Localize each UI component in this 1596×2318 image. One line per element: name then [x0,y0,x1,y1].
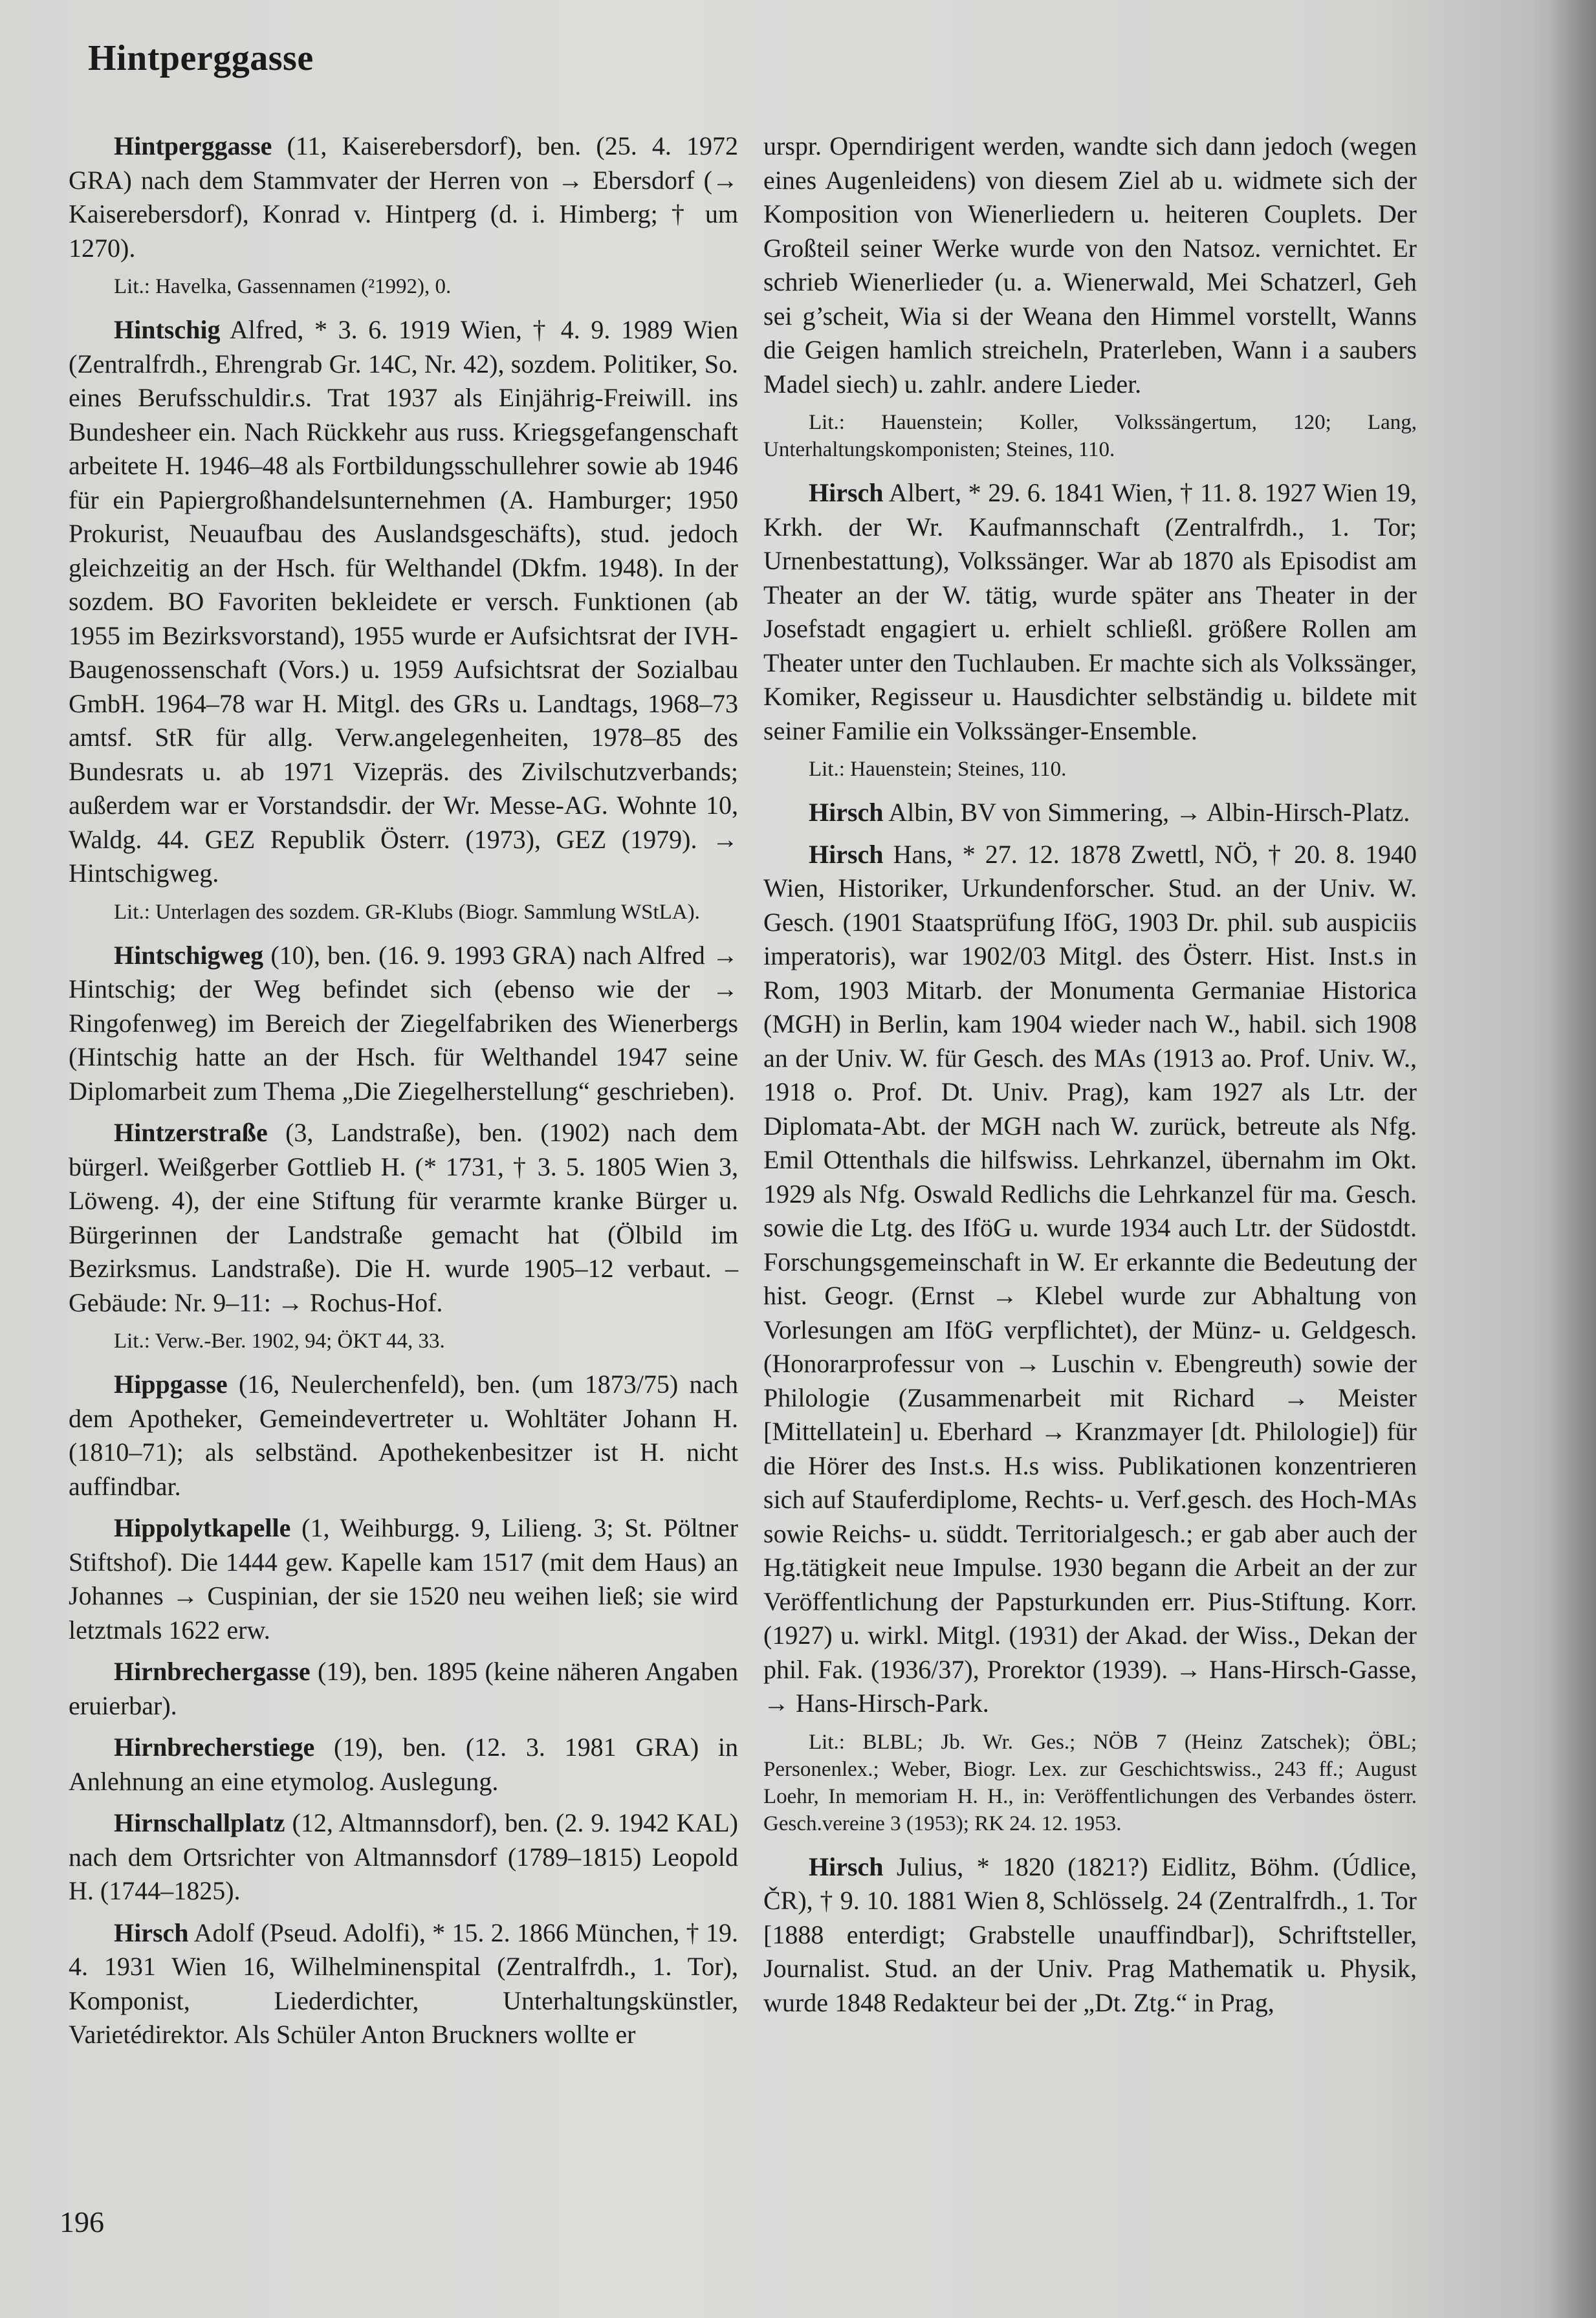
page-gutter-shadow [1551,0,1596,2318]
entry-headword: Hirsch [809,1852,884,1881]
entry-headword: Hirnbrechergasse [114,1657,311,1686]
lexicon-entry [69,1655,738,1723]
lexicon-entry [69,313,738,891]
lexicon-entry [69,1116,738,1320]
right-column [763,129,1417,2028]
entry-headword: Hintschig [114,315,221,344]
entry-headword: Hirsch [809,478,884,507]
entry-text: Hans, * 27. 12. 1878 Zwettl, NÖ, † 20. 8. 1940 Wien, Historiker, Urkundenforscher. Stud. an der Univ. W. Gesch. (1901 Staatsprüfung IföG, 1903 Dr. phil. sub auspiciis imperatoris), war 1902/03 Mitgl. des Österr. Hist. Inst.s in Rom, 1903 Mitarb. der Monumenta Germaniae Historica (MGH) in Berlin, kam 1904 wieder nach W., habil. sich 1908 an der Univ. W. für Gesch. des MAs (1913 ao. Prof. Univ. W., 1918 o. Prof. Dt. Univ. Prag), kam 1927 als Ltr. der Diplomata-Abt. der MGH nach W. zurück, betreute als Nfg. Emil Ottenthals die hilfswiss. Lehrkanzel, übernahm im Okt. 1929 als Nfg. Oswald Redlichs die Lehrkanzel für ma. Gesch. sowie die Ltg. des IföG u. wurde 1934 auch Ltr. der Südostdt. Forschungsgemeinschaft in W. Er erkannte die Bedeutung der hist. Geogr. (Ernst → Klebel wurde zur Abhaltung von Vorlesungen am IföG verpflichtet), der Münz- u. Geldgesch. (Honorarprofessur von → Luschin v. Ebengreuth) sowie der Philologie (Zusammenarbeit mit Richard → Meister [Mittellatein] u. Eberhard → Kranzmayer [dt. Philologie]) für die Hörer des Inst.s. H.s wiss. Publikationen konzentrieren sich auf Stauferdiplome, Rechts- u. Verf.gesch. des Hoch-MAs sowie Reichs- u. süddt. Territorialgesch.; er gab aber auch der Hg.tätigkeit neue Impulse. 1930 begann die Arbeit an der zur Veröffentlichung der Papsturkunden err. Pius-Stiftung. Korr. (1927) u. wirkl. Mitgl. (1931) der Akad. der Wiss., Dekan der phil. Fak. (1936/37), Prorektor (1939). → Hans-Hirsch-Gasse, → Hans-Hirsch-Park. [763,839,1417,1718]
literature-note: Lit.: BLBL; Jb. Wr. Ges.; NÖB 7 (Heinz Zatschek); ÖBL; Personenlex.; Weber, Biogr. Lex. zur Geschichtswiss., 243 ff.; August Loehr, In memoriam H. H., in: Veröffentlichungen des Verbandes österr. Gesch.vereine 3 (1953); RK 24. 12. 1953. [763,1730,1417,1835]
entry-headword: Hintschigweg [114,940,264,970]
entry-text: (1, Weihburgg. 9, Lilieng. 3; St. Pöltner Stiftshof). Die 1444 gew. Kapelle kam 1517 (mit dem Haus) an Johannes → Cuspinian, der sie 1520 neu weihen ließ; sie wird letztmals 1622 erw. [69,1513,738,1645]
literature-note: Lit.: Havelka, Gassennamen (²1992), 0. [114,275,452,298]
entry-headword: Hirsch [114,1918,189,1947]
entry-headword: Hintzerstraße [114,1118,268,1147]
entry-text: (16, Neulerchenfeld), ben. (um 1873/75) nach dem Apotheker, Gemeindevertreter u. Wohltäter Johann H. (1810–71); als selbständ. Apothekenbesitzer ist H. nicht auffindbar. [69,1370,738,1501]
entry-text: (11, Kaiserebersdorf), ben. (25. 4. 1972 GRA) nach dem Stammvater der Herren von → Ebersdorf (→ Kaiserebersdorf), Konrad v. Hintperg (d. i. Himberg; † um 1270). [69,131,738,263]
entry-headword: Hirnschallplatz [114,1808,285,1837]
running-head: Hintperggasse [88,38,314,78]
literature-note: Lit.: Verw.-Ber. 1902, 94; ÖKT 44, 33. [114,1329,445,1353]
lexicon-entry [763,838,1417,1721]
entry-headword: Hintperggasse [114,131,272,160]
entry-continuation: urspr. Operndirigent werden, wandte sich dann jedoch (wegen eines Augenleidens) von diesem Ziel ab u. widmete sich der Komposition von Wienerliedern u. heiteren Couplets. Der Großteil seiner Werke wurde von den Natsoz. vernichtet. Er schrieb Wienerlieder (u. a. Wienerwald, Mei Schatzerl, Geh sei g’scheit, Wia si der Weana den Himmel vorstellt, Wanns die Geigen hamlich streicheln, Praterleben, Wann i a saubers Madel siech) u. zahlr. andere Lieder. [763,131,1417,399]
lexicon-entry [69,1731,738,1799]
entry-text: (19), ben. 1895 (keine näheren Angaben eruierbar). [69,1657,738,1720]
lexicon-entry [763,796,1417,830]
page-number: 196 [60,2205,104,2238]
literature-note: Lit.: Hauenstein; Koller, Volkssängertum, 120; Lang, Unterhaltungskomponisten; Steines, 110. [763,411,1417,461]
entry-text: Albert, * 29. 6. 1841 Wien, † 11. 8. 1927 Wien 19, Krkh. der Wr. Kaufmannschaft (Zentralfrdh., 1. Tor; Urnenbestattung), Volkssänger. War ab 1870 als Episodist am Theater an der W. tätig, wurde später ans Theater in der Josefstadt engagiert u. erhielt schließl. größere Rollen am Theater unter den Tuchlauben. Er machte sich als Volkssänger, Komiker, Regisseur u. Hausdichter selbständig u. bildete mit seiner Familie ein Volkssänger-Ensemble. [763,478,1417,745]
literature-note: Lit.: Hauenstein; Steines, 110. [809,758,1067,781]
entry-headword: Hippolytkapelle [114,1513,291,1542]
entry-text: (12, Altmannsdorf), ben. (2. 9. 1942 KAL) nach dem Ortsrichter von Altmannsdorf (1789–1815) Leopold H. (1744–1825). [69,1808,738,1905]
lexicon-entry [763,1850,1417,2020]
left-column [69,129,738,2060]
lexicon-entry [69,1511,738,1647]
entry-headword: Hirsch [809,798,884,827]
lexicon-entry [69,1368,738,1503]
entry-headword: Hippgasse [114,1370,228,1399]
entry-text: (19), ben. (12. 3. 1981 GRA) in Anlehnung an eine etymolog. Auslegung. [69,1733,738,1796]
entry-text: (3, Landstraße), ben. (1902) nach dem bürgerl. Weißgerber Gottlieb H. (* 1731, † 3. 5. 1805 Wien 3, Löweng. 4), der eine Stiftung für verarmte kranke Bürger u. Bürgerinnen der Landstraße gemacht hat (Ölbild im Bezirksmus. Landstraße). Die H. wurde 1905–12 verbaut. – Gebäude: Nr. 9–11: → Rochus-Hof. [69,1118,738,1317]
entry-headword: Hirnbrecherstiege [114,1733,315,1762]
lexicon-entry [763,476,1417,748]
lexicon-entry [69,1916,738,2052]
entry-text: Julius, * 1820 (1821?) Eidlitz, Böhm. (Údlice, ČR), † 9. 10. 1881 Wien 8, Schlösselg. 24 (Zentralfrdh., 1. Tor [1888 enterdigt; Grabstelle unauffindbar]), Schriftsteller, Journalist. Stud. an der Univ. Prag Mathematik u. Physik, wurde 1848 Redakteur bei der „Dt. Ztg.“ in Prag, [763,1852,1417,2017]
entry-text: (10), ben. (16. 9. 1993 GRA) nach Alfred → Hintschig; der Weg befindet sich (ebenso wie der → Ringofenweg) im Bereich der Ziegelfabriken des Wienerbergs (Hintschig hatte an der Hsch. für Welthandel 1947 seine Diplomarbeit zum Thema „Die Ziegelherstellung“ geschrieben). [69,940,738,1106]
lexicon-entry [69,939,738,1109]
lexicon-entry [69,1806,738,1908]
entry-text: Adolf (Pseud. Adolfi), * 15. 2. 1866 München, † 19. 4. 1931 Wien 16, Wilhelminenspital (Zentralfrdh., 1. Tor), Komponist, Liederdichter, Unterhaltungskünstler, Varietédirektor. Als Schüler Anton Bruckners wollte er [69,1918,738,2049]
entry-text: Albin, BV von Simmering, → Albin-Hirsch-Platz. [883,798,1410,827]
literature-note: Lit.: Unterlagen des sozdem. GR-Klubs (Biogr. Sammlung WStLA). [114,900,700,924]
entry-text: Alfred, * 3. 6. 1919 Wien, † 4. 9. 1989 Wien (Zentralfrdh., Ehrengrab Gr. 14C, Nr. 42), sozdem. Politiker, So. eines Berufsschuldir.s. Trat 1937 als Einjährig-Freiwill. ins Bundesheer ein. Nach Rückkehr aus russ. Kriegsgefangenschaft arbeitete H. 1946–48 als Fortbildungsschullehrer sowie ab 1946 für ein Papiergroßhandelsunternehmen (A. Hamburger; 1950 Prokurist, Neuaufbau des Auslandsgeschäfts), stud. jedoch gleichzeitig an der Hsch. für Welthandel (Dkfm. 1948). In der sozdem. BO Favoriten bekleidete er versch. Funktionen (ab 1955 im Bezirksvorstand), 1955 wurde er Aufsichtsrat der IVH-Baugenossenschaft (Vors.) u. 1959 Aufsichtsrat der Sozialbau GmbH. 1964–78 war H. Mitgl. des GRs u. Landtags, 1968–73 amtsf. StR für allg. Verw.angelegenheiten, 1978–85 des Bundesrats u. ab 1971 Vizepräs. des Zivilschutzverbands; außerdem war er Vorstandsdir. der Wr. Messe-AG. Wohnte 10, Waldg. 44. GEZ Republik Österr. (1973), GEZ (1979). → Hintschigweg. [69,315,738,888]
lexicon-entry [69,129,738,265]
entry-headword: Hirsch [809,839,884,869]
